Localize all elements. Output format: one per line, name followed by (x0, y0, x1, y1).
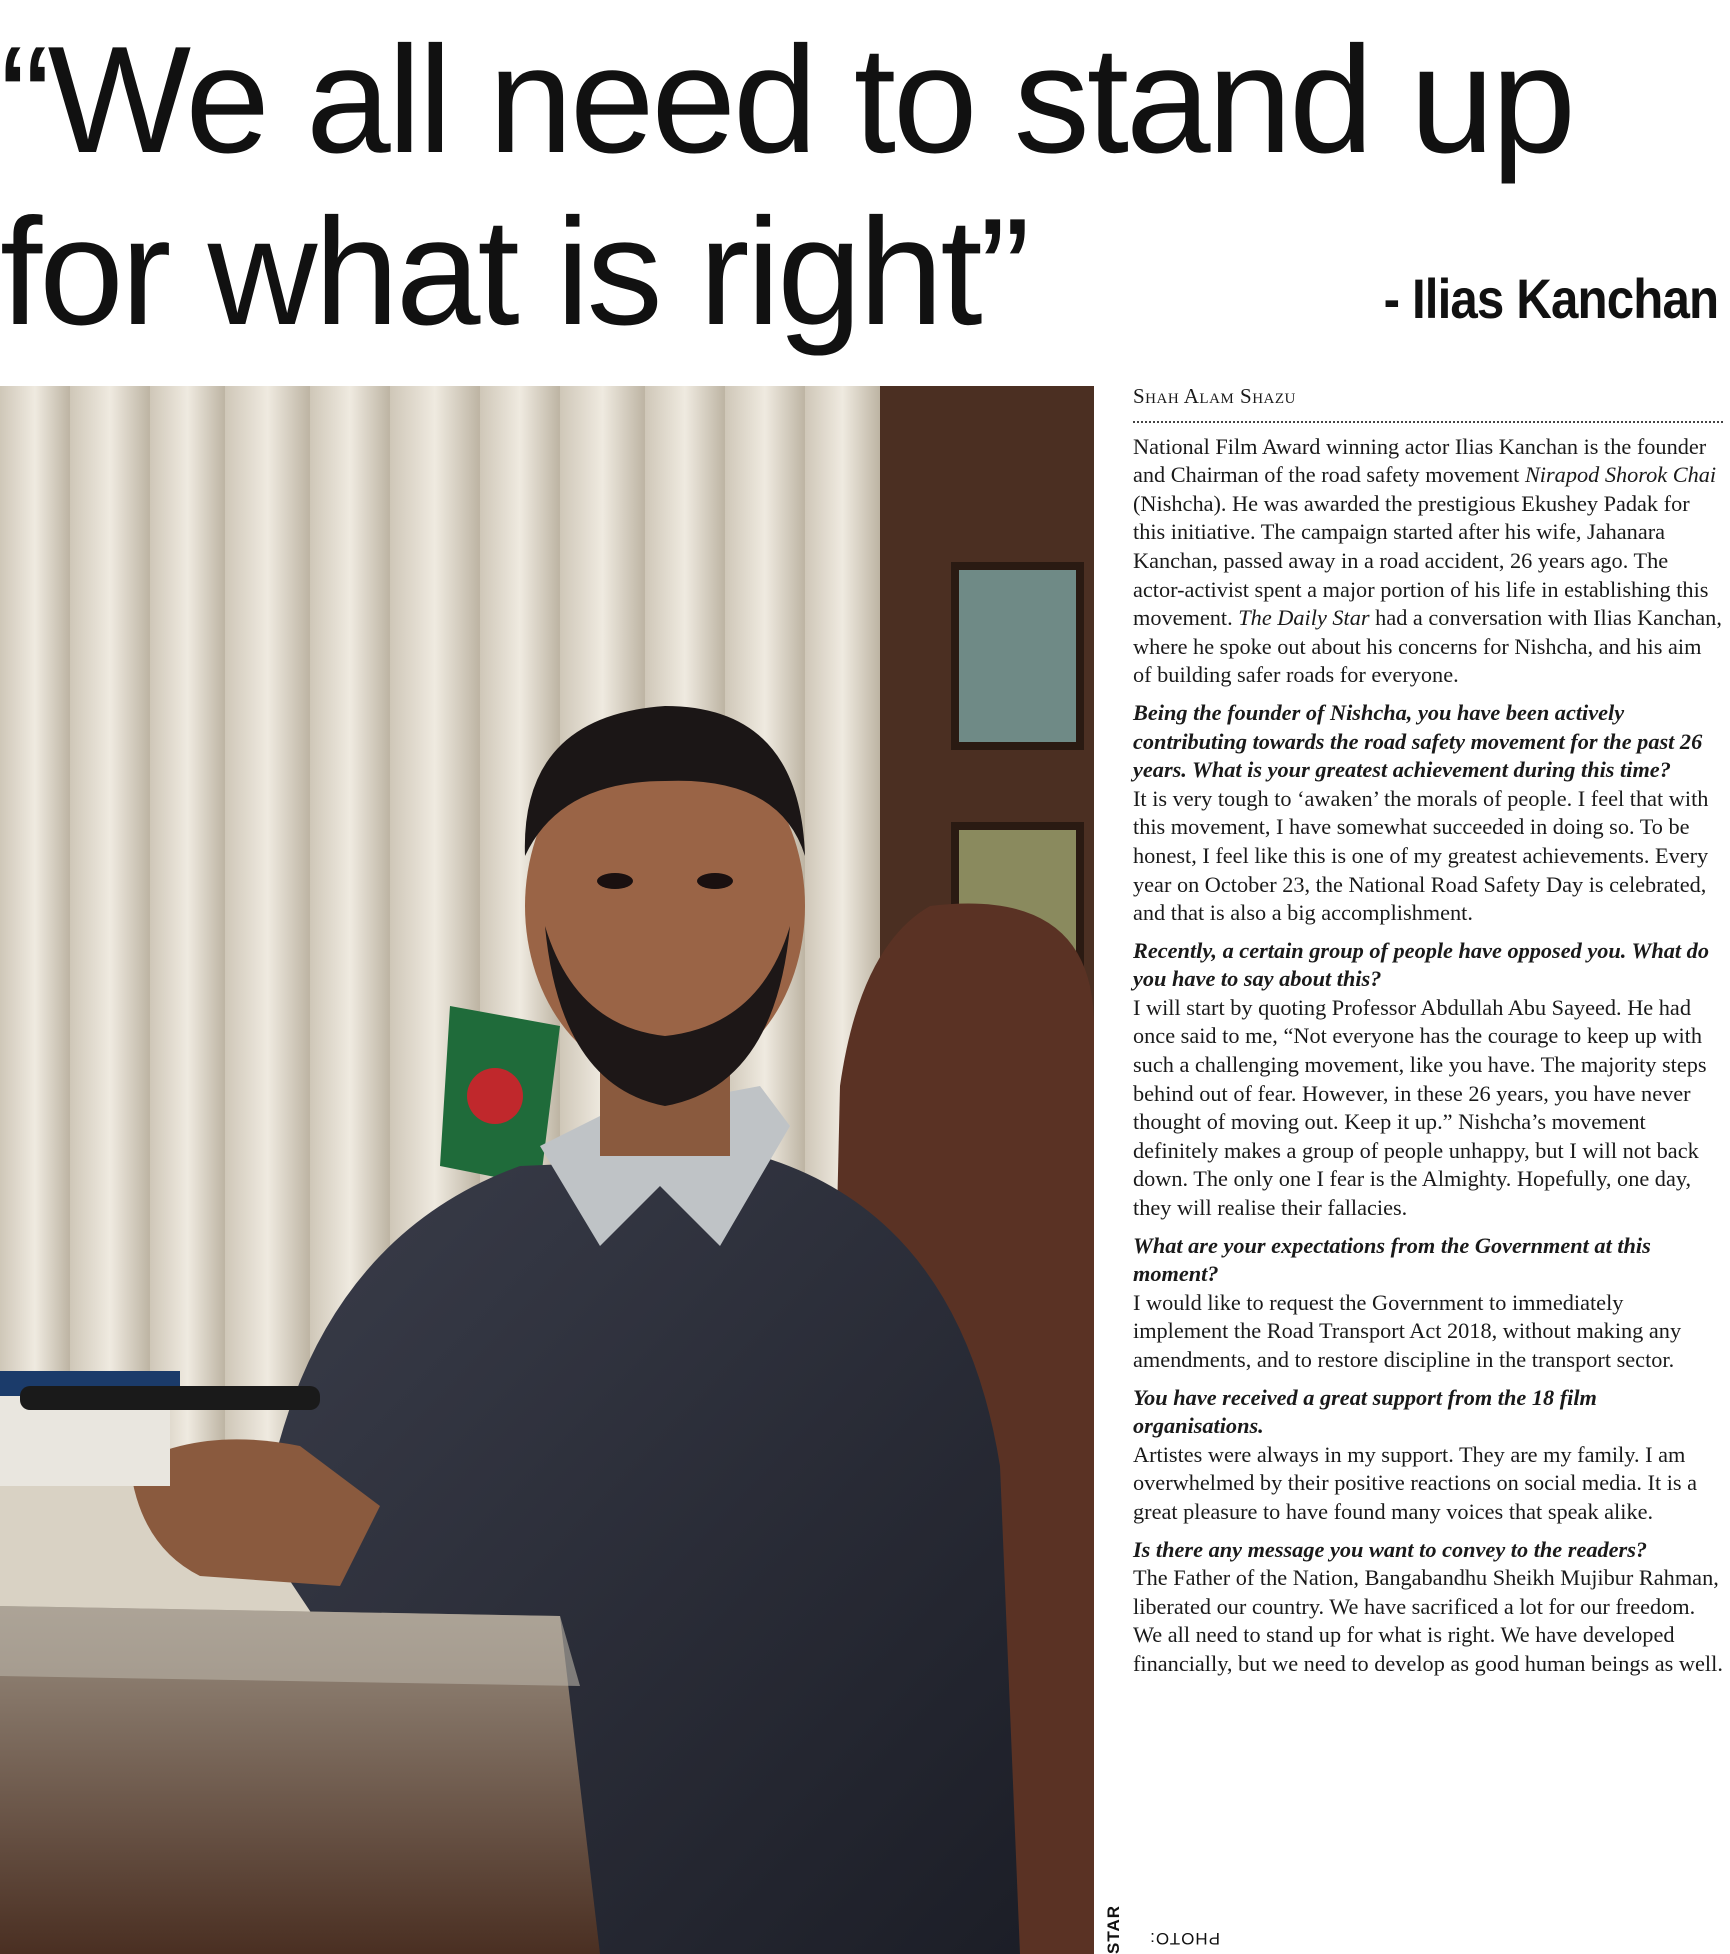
intro-paragraph (1133, 433, 1723, 690)
answer-4: Artistes were always in my support. They are my family. I am overwhelmed by their positive reactions on social media. It is a great pleasure to have found many voices that speak alike. (1133, 1441, 1698, 1524)
byline: Shah Alam Shazu (1133, 382, 1723, 423)
intro-italic-1: Nirapod Shorok Chai (1524, 462, 1717, 488)
portrait-photo (0, 386, 1094, 1954)
answer-2: I will start by quoting Professor Abdullah Abu Sayeed. He had once said to me, “Not everyone has the courage to keep up with such a challenging movement, like you have. The majority steps behind out of fear. However, in these 26 years, you have never thought of moving out. Keep it up.” Nishcha’s movement definitely makes a group of people unhappy, but I will not back down. The only one I fear is the Almighty. Hopefully, one day, they will realise their fallacies. (1133, 994, 1707, 1221)
headline-line-2: for what is right” (0, 187, 1028, 357)
question-2: Recently, a certain group of people have opposed you. What do you have to say about this? (1133, 937, 1709, 992)
headline-attribution: - Ilias Kanchan (1383, 267, 1718, 330)
question-1: Being the founder of Nishcha, you have been actively contributing towards the road safety movement for the past 26 years. What is your greatest achievement during this time? (1133, 699, 1703, 783)
photo-credit-source: STAR (1104, 1904, 1123, 1954)
portrait-illustration (0, 386, 1094, 1954)
intro-text-3: had a conversation with Ilias Kanchan, where he spoke out about his concerns for Nishcha, and his aim of building safer roads for everyone. (1133, 605, 1722, 688)
headline-line-1: “We all need to stand up (0, 15, 1573, 185)
question-3: What are your expectations from the Government at this moment? (1133, 1232, 1651, 1287)
answer-5: The Father of the Nation, Bangabandhu Sheikh Mujibur Rahman, liberated our country. We have sacrificed a lot for our freedom. We all need to stand up for what is right. We have developed financially, but we need to develop as good human beings as well. (1133, 1565, 1723, 1676)
photo-credit (1098, 1838, 1220, 1954)
question-5: Is there any message you want to convey to the readers? (1133, 1536, 1648, 1562)
intro-text-2: (Nishcha). He was awarded the prestigious Ekushey Padak for this initiative. The campaign started after his wife, Jahanara Kanchan, passed away in a road accident, 26 years ago. The actor-activist spent a major portion of his life in establishing this movement. (1133, 490, 1709, 631)
article-body (1133, 382, 1723, 1688)
question-4: You have received a great support from the 18 film organisations. (1133, 1384, 1597, 1439)
answer-3: I would like to request the Government to immediately implement the Road Transport Act 2018, without making any amendments, and to restore discipline in the transport sector. (1133, 1289, 1682, 1372)
intro-italic-2: The Daily Star (1238, 605, 1370, 631)
photo-credit-prefix: PHOTO: (1149, 1929, 1220, 1948)
answer-1: It is very tough to ‘awaken’ the morals of people. I feel that with this movement, I have somewhat succeeded in doing so. To be honest, I feel like this is one of my greatest achievements. Every year on October 23, the National Road Safety Day is celebrated, and that is also a big accomplishment. (1133, 785, 1709, 926)
intro-text-1: National Film Award winning actor Ilias Kanchan is the founder and Chairman of the road safety movement (1133, 433, 1707, 488)
